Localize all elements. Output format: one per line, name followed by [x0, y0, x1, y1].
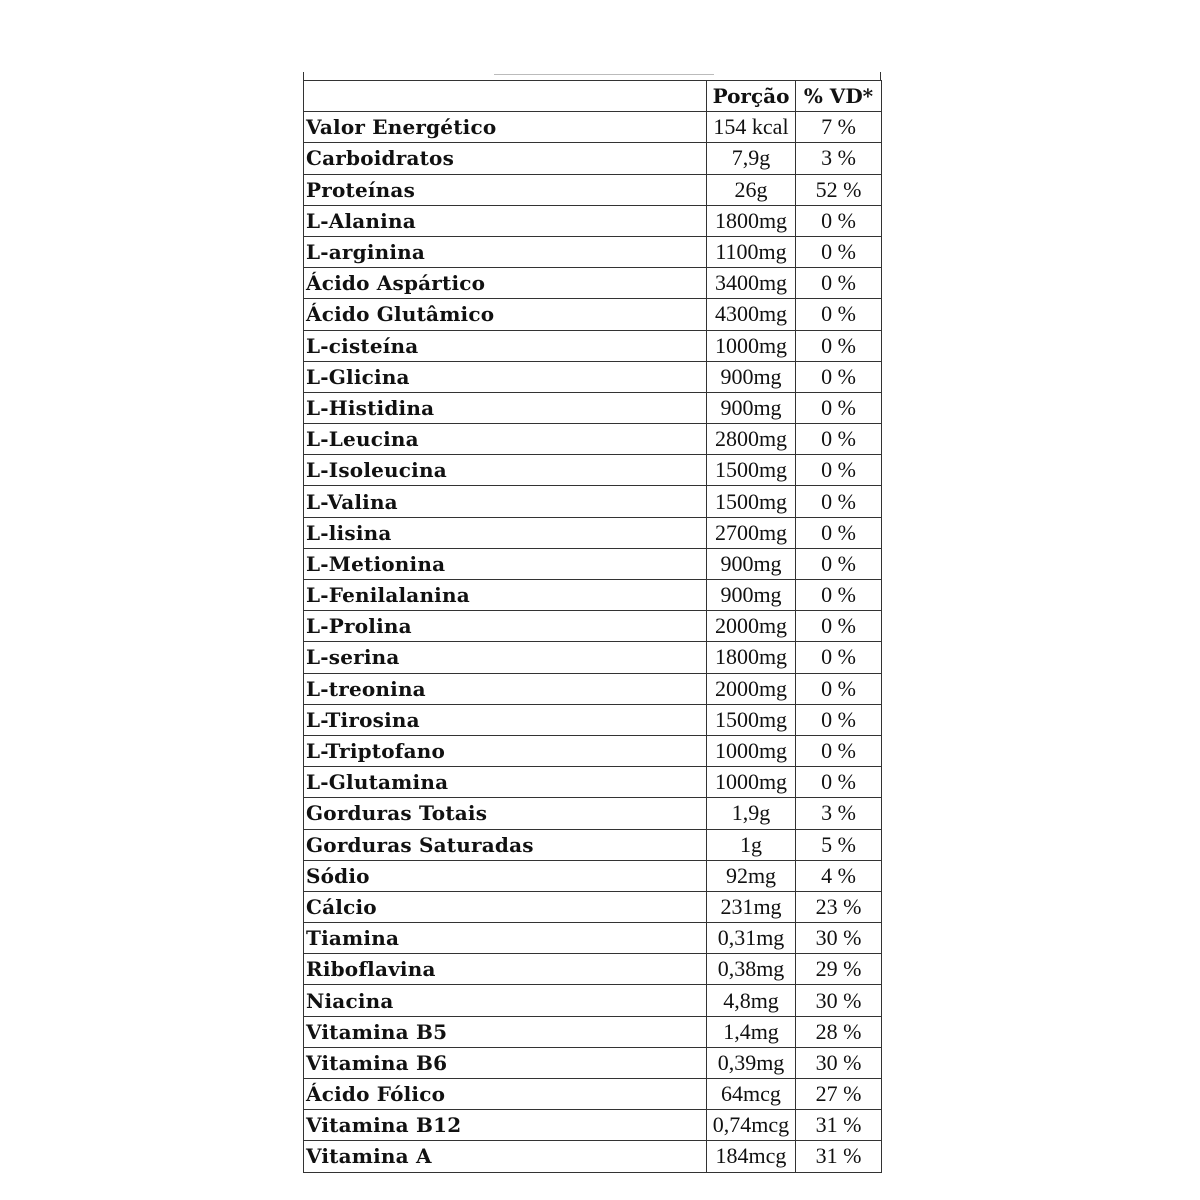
portion-value: 231mg	[707, 891, 796, 922]
daily-value-percent: 31 %	[796, 1110, 882, 1141]
nutrient-name: L-Isoleucina	[304, 455, 707, 486]
nutrient-name: L-Glicina	[304, 361, 707, 392]
nutrition-table-image	[303, 72, 881, 1169]
portion-value: 1g	[707, 829, 796, 860]
nutrient-name: L-Histidina	[304, 392, 707, 423]
table-header-row	[304, 81, 882, 112]
table-row	[304, 860, 882, 891]
daily-value-percent: 29 %	[796, 954, 882, 985]
daily-value-percent: 27 %	[796, 1079, 882, 1110]
daily-value-percent: 0 %	[796, 767, 882, 798]
portion-value: 2800mg	[707, 424, 796, 455]
nutrient-name: L-treonina	[304, 673, 707, 704]
table-row	[304, 798, 882, 829]
table-row	[304, 1016, 882, 1047]
nutrient-name: L-Triptofano	[304, 735, 707, 766]
portion-value: 64mcg	[707, 1079, 796, 1110]
table-row	[304, 891, 882, 922]
cropped-table-top	[303, 72, 881, 80]
nutrient-name: Proteínas	[304, 174, 707, 205]
table-row	[304, 1079, 882, 1110]
portion-value: 1,4mg	[707, 1016, 796, 1047]
portion-value: 2000mg	[707, 611, 796, 642]
table-row	[304, 143, 882, 174]
table-row	[304, 642, 882, 673]
nutrient-name: L-cisteína	[304, 330, 707, 361]
nutrient-name: L-Prolina	[304, 611, 707, 642]
nutrient-name: L-Leucina	[304, 424, 707, 455]
daily-value-percent: 0 %	[796, 517, 882, 548]
nutrient-name: L-Alanina	[304, 205, 707, 236]
nutrition-facts-table	[303, 80, 882, 1173]
nutrient-name: Cálcio	[304, 891, 707, 922]
daily-value-percent: 0 %	[796, 735, 882, 766]
portion-value: 2700mg	[707, 517, 796, 548]
nutrient-name: L-arginina	[304, 236, 707, 267]
portion-value: 1,9g	[707, 798, 796, 829]
portion-value: 1500mg	[707, 486, 796, 517]
daily-value-percent: 0 %	[796, 673, 882, 704]
daily-value-percent: 3 %	[796, 798, 882, 829]
nutrient-name: Ácido Fólico	[304, 1079, 707, 1110]
daily-value-percent: 0 %	[796, 299, 882, 330]
nutrient-name: Vitamina B6	[304, 1047, 707, 1078]
nutrient-name: Ácido Aspártico	[304, 268, 707, 299]
nutrient-name: Gorduras Totais	[304, 798, 707, 829]
table-row	[304, 299, 882, 330]
nutrient-name: Vitamina B12	[304, 1110, 707, 1141]
nutrient-name: Gorduras Saturadas	[304, 829, 707, 860]
daily-value-percent: 0 %	[796, 486, 882, 517]
daily-value-percent: 0 %	[796, 205, 882, 236]
daily-value-percent: 0 %	[796, 268, 882, 299]
nutrient-name: L-Valina	[304, 486, 707, 517]
daily-value-percent: 0 %	[796, 361, 882, 392]
daily-value-percent: 0 %	[796, 704, 882, 735]
table-row	[304, 174, 882, 205]
portion-value: 154 kcal	[707, 112, 796, 143]
table-row	[304, 1141, 882, 1172]
daily-value-percent: 23 %	[796, 891, 882, 922]
table-row	[304, 673, 882, 704]
table-row	[304, 611, 882, 642]
nutrient-name: Carboidratos	[304, 143, 707, 174]
daily-value-percent: 5 %	[796, 829, 882, 860]
table-row	[304, 954, 882, 985]
portion-value: 1500mg	[707, 704, 796, 735]
table-row	[304, 923, 882, 954]
table-row	[304, 735, 882, 766]
portion-value: 0,39mg	[707, 1047, 796, 1078]
table-row	[304, 985, 882, 1016]
nutrient-name: L-Fenilalanina	[304, 580, 707, 611]
daily-value-percent: 28 %	[796, 1016, 882, 1047]
nutrient-name: Valor Energético	[304, 112, 707, 143]
table-body	[304, 112, 882, 1172]
daily-value-percent: 31 %	[796, 1141, 882, 1172]
cropped-caption-remnant	[494, 66, 714, 75]
table-row	[304, 268, 882, 299]
daily-value-percent: 30 %	[796, 1047, 882, 1078]
nutrient-name: Vitamina B5	[304, 1016, 707, 1047]
nutrient-name: Ácido Glutâmico	[304, 299, 707, 330]
portion-value: 26g	[707, 174, 796, 205]
daily-value-percent: 0 %	[796, 580, 882, 611]
portion-value: 1000mg	[707, 330, 796, 361]
daily-value-percent: 3 %	[796, 143, 882, 174]
header-portion: Porção	[707, 81, 796, 112]
daily-value-percent: 0 %	[796, 424, 882, 455]
nutrient-name: L-lisina	[304, 517, 707, 548]
portion-value: 1000mg	[707, 767, 796, 798]
daily-value-percent: 0 %	[796, 548, 882, 579]
portion-value: 900mg	[707, 361, 796, 392]
table-row	[304, 704, 882, 735]
nutrient-name: Sódio	[304, 860, 707, 891]
table-row	[304, 205, 882, 236]
portion-value: 184mcg	[707, 1141, 796, 1172]
daily-value-percent: 4 %	[796, 860, 882, 891]
portion-value: 0,74mcg	[707, 1110, 796, 1141]
daily-value-percent: 0 %	[796, 611, 882, 642]
portion-value: 1000mg	[707, 735, 796, 766]
portion-value: 900mg	[707, 392, 796, 423]
table-row	[304, 517, 882, 548]
table-row	[304, 236, 882, 267]
portion-value: 900mg	[707, 580, 796, 611]
header-daily-value: % VD*	[796, 81, 882, 112]
daily-value-percent: 52 %	[796, 174, 882, 205]
nutrient-name: Niacina	[304, 985, 707, 1016]
table-row	[304, 548, 882, 579]
nutrient-name: Vitamina A	[304, 1141, 707, 1172]
table-row	[304, 392, 882, 423]
daily-value-percent: 0 %	[796, 330, 882, 361]
nutrient-name: L-Metionina	[304, 548, 707, 579]
portion-value: 1800mg	[707, 642, 796, 673]
table-row	[304, 829, 882, 860]
nutrient-name: L-Glutamina	[304, 767, 707, 798]
table-row	[304, 580, 882, 611]
portion-value: 1500mg	[707, 455, 796, 486]
portion-value: 3400mg	[707, 268, 796, 299]
table-row	[304, 767, 882, 798]
table-row	[304, 1047, 882, 1078]
table-row	[304, 486, 882, 517]
portion-value: 1100mg	[707, 236, 796, 267]
portion-value: 2000mg	[707, 673, 796, 704]
daily-value-percent: 30 %	[796, 985, 882, 1016]
nutrient-name: L-serina	[304, 642, 707, 673]
table-row	[304, 424, 882, 455]
nutrient-name: Tiamina	[304, 923, 707, 954]
daily-value-percent: 0 %	[796, 236, 882, 267]
table-row	[304, 330, 882, 361]
daily-value-percent: 0 %	[796, 642, 882, 673]
portion-value: 92mg	[707, 860, 796, 891]
portion-value: 4300mg	[707, 299, 796, 330]
portion-value: 0,38mg	[707, 954, 796, 985]
header-nutrient	[304, 81, 707, 112]
daily-value-percent: 0 %	[796, 392, 882, 423]
nutrient-name: Riboflavina	[304, 954, 707, 985]
portion-value: 7,9g	[707, 143, 796, 174]
daily-value-percent: 7 %	[796, 112, 882, 143]
table-row	[304, 1110, 882, 1141]
table-row	[304, 112, 882, 143]
table-row	[304, 455, 882, 486]
daily-value-percent: 30 %	[796, 923, 882, 954]
portion-value: 4,8mg	[707, 985, 796, 1016]
portion-value: 0,31mg	[707, 923, 796, 954]
daily-value-percent: 0 %	[796, 455, 882, 486]
portion-value: 1800mg	[707, 205, 796, 236]
nutrient-name: L-Tirosina	[304, 704, 707, 735]
portion-value: 900mg	[707, 548, 796, 579]
table-row	[304, 361, 882, 392]
